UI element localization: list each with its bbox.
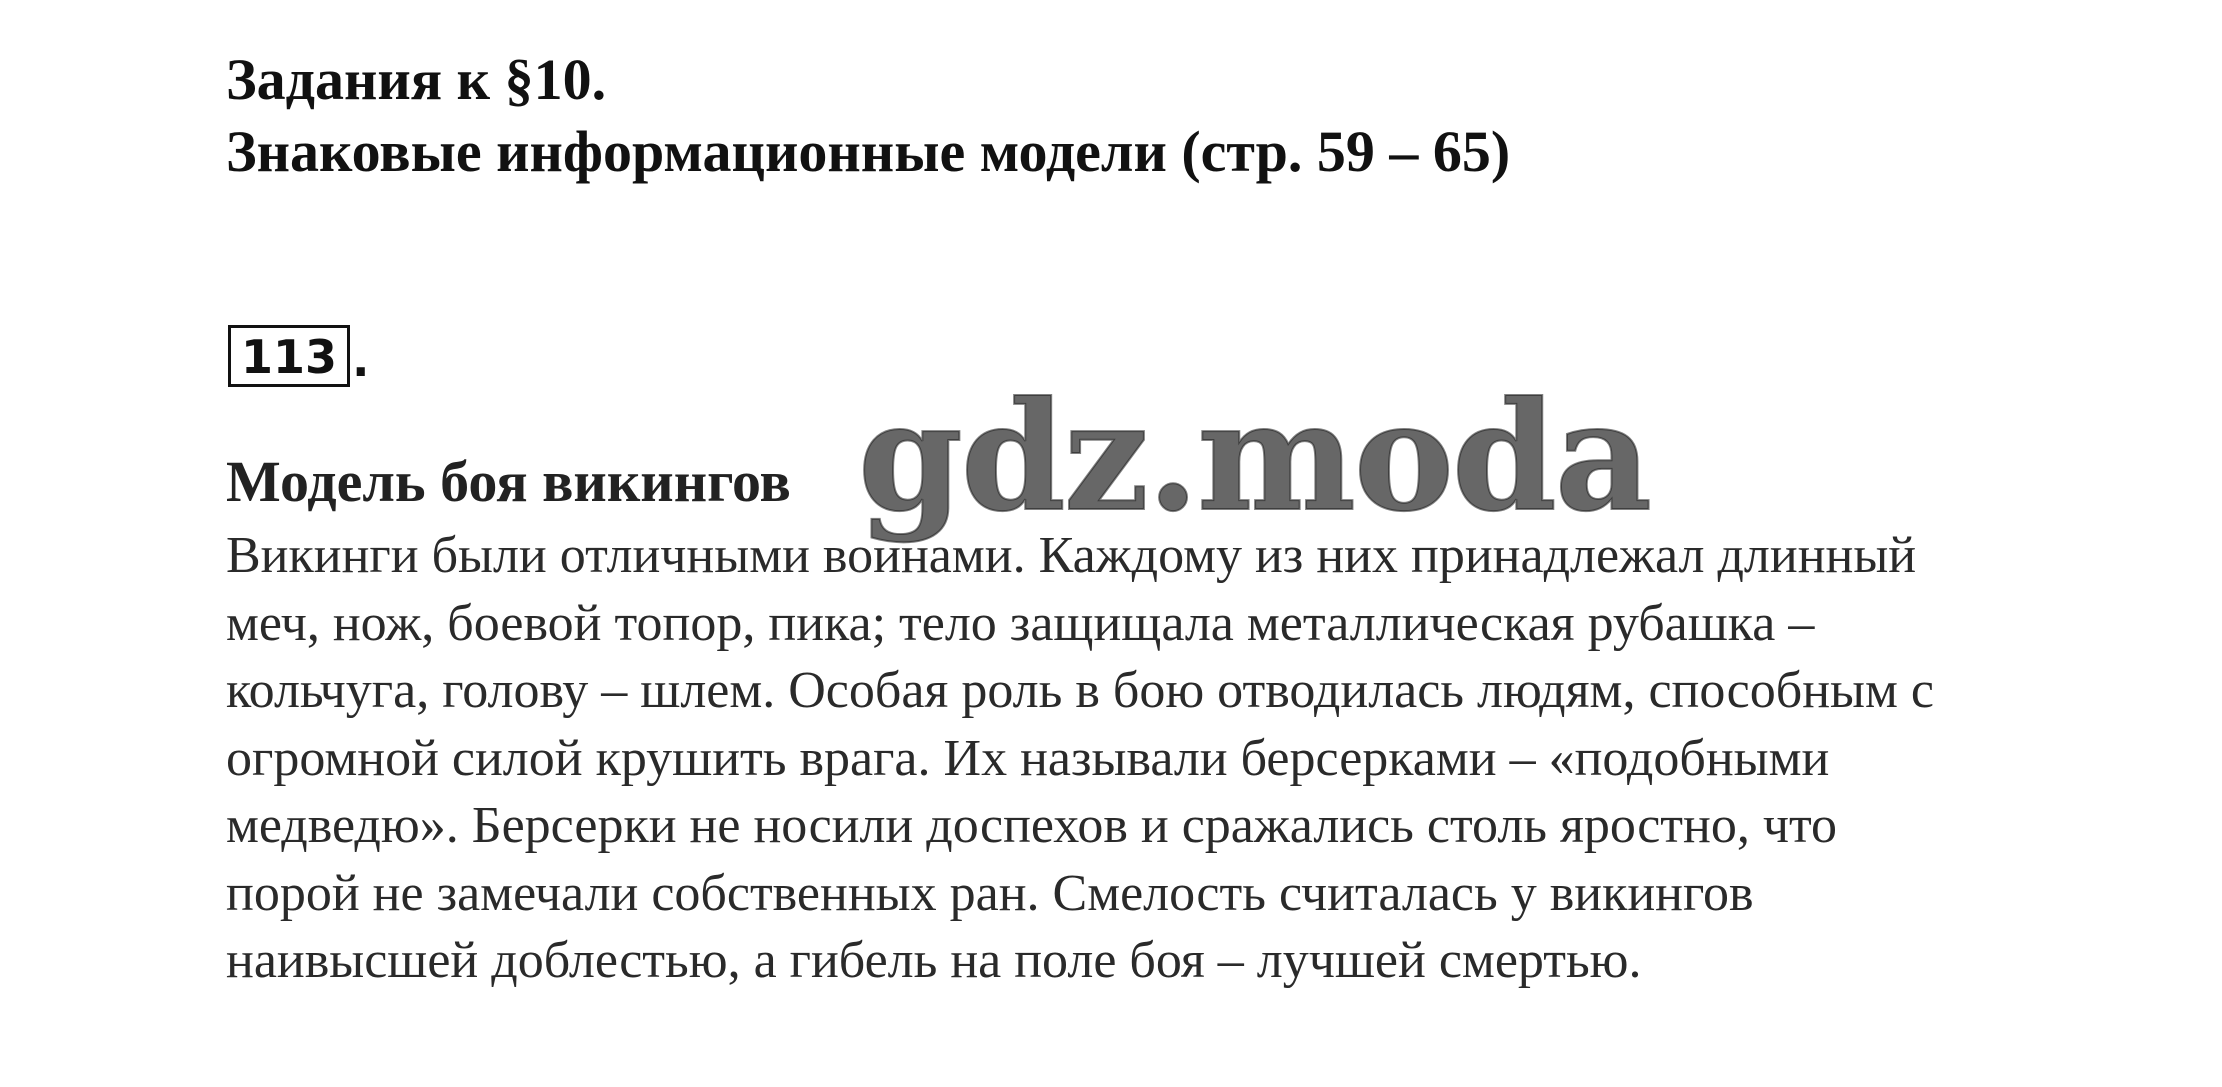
task-heading: Модель боя викингов — [226, 449, 791, 514]
text-line: меч, нож, боевой топор, пика; тело защищала металлическая рубашка – — [226, 594, 1815, 652]
text-line: огромной силой крушить врага. Их называли берсерками – «подобными — [226, 729, 1830, 787]
text-line: порой не замечали собственных ран. Смелость считалась у викингов — [226, 864, 1754, 922]
text-line: Викинги были отличными воинами. Каждому из них принадлежал длинный — [226, 527, 1917, 584]
section-title: Задания к §10. — [226, 47, 607, 112]
task-number-box: 113 — [228, 325, 350, 387]
task-number-dot: . — [352, 333, 370, 387]
text-line: наивысшей доблестью, а гибель на поле боя – лучшей смертью. — [226, 932, 1642, 989]
task-text — [226, 522, 2196, 995]
task-number — [228, 327, 370, 387]
section-subtitle: Знаковые информационные модели (стр. 59 – 65) — [226, 119, 1511, 184]
watermark-logo: gdz.moda — [858, 369, 1651, 545]
text-line: медведю». Берсерки не носили доспехов и сражались столь яростно, что — [226, 797, 1838, 854]
text-line: кольчуга, голову – шлем. Особая роль в бою отводилась людям, способным с — [226, 662, 1934, 719]
